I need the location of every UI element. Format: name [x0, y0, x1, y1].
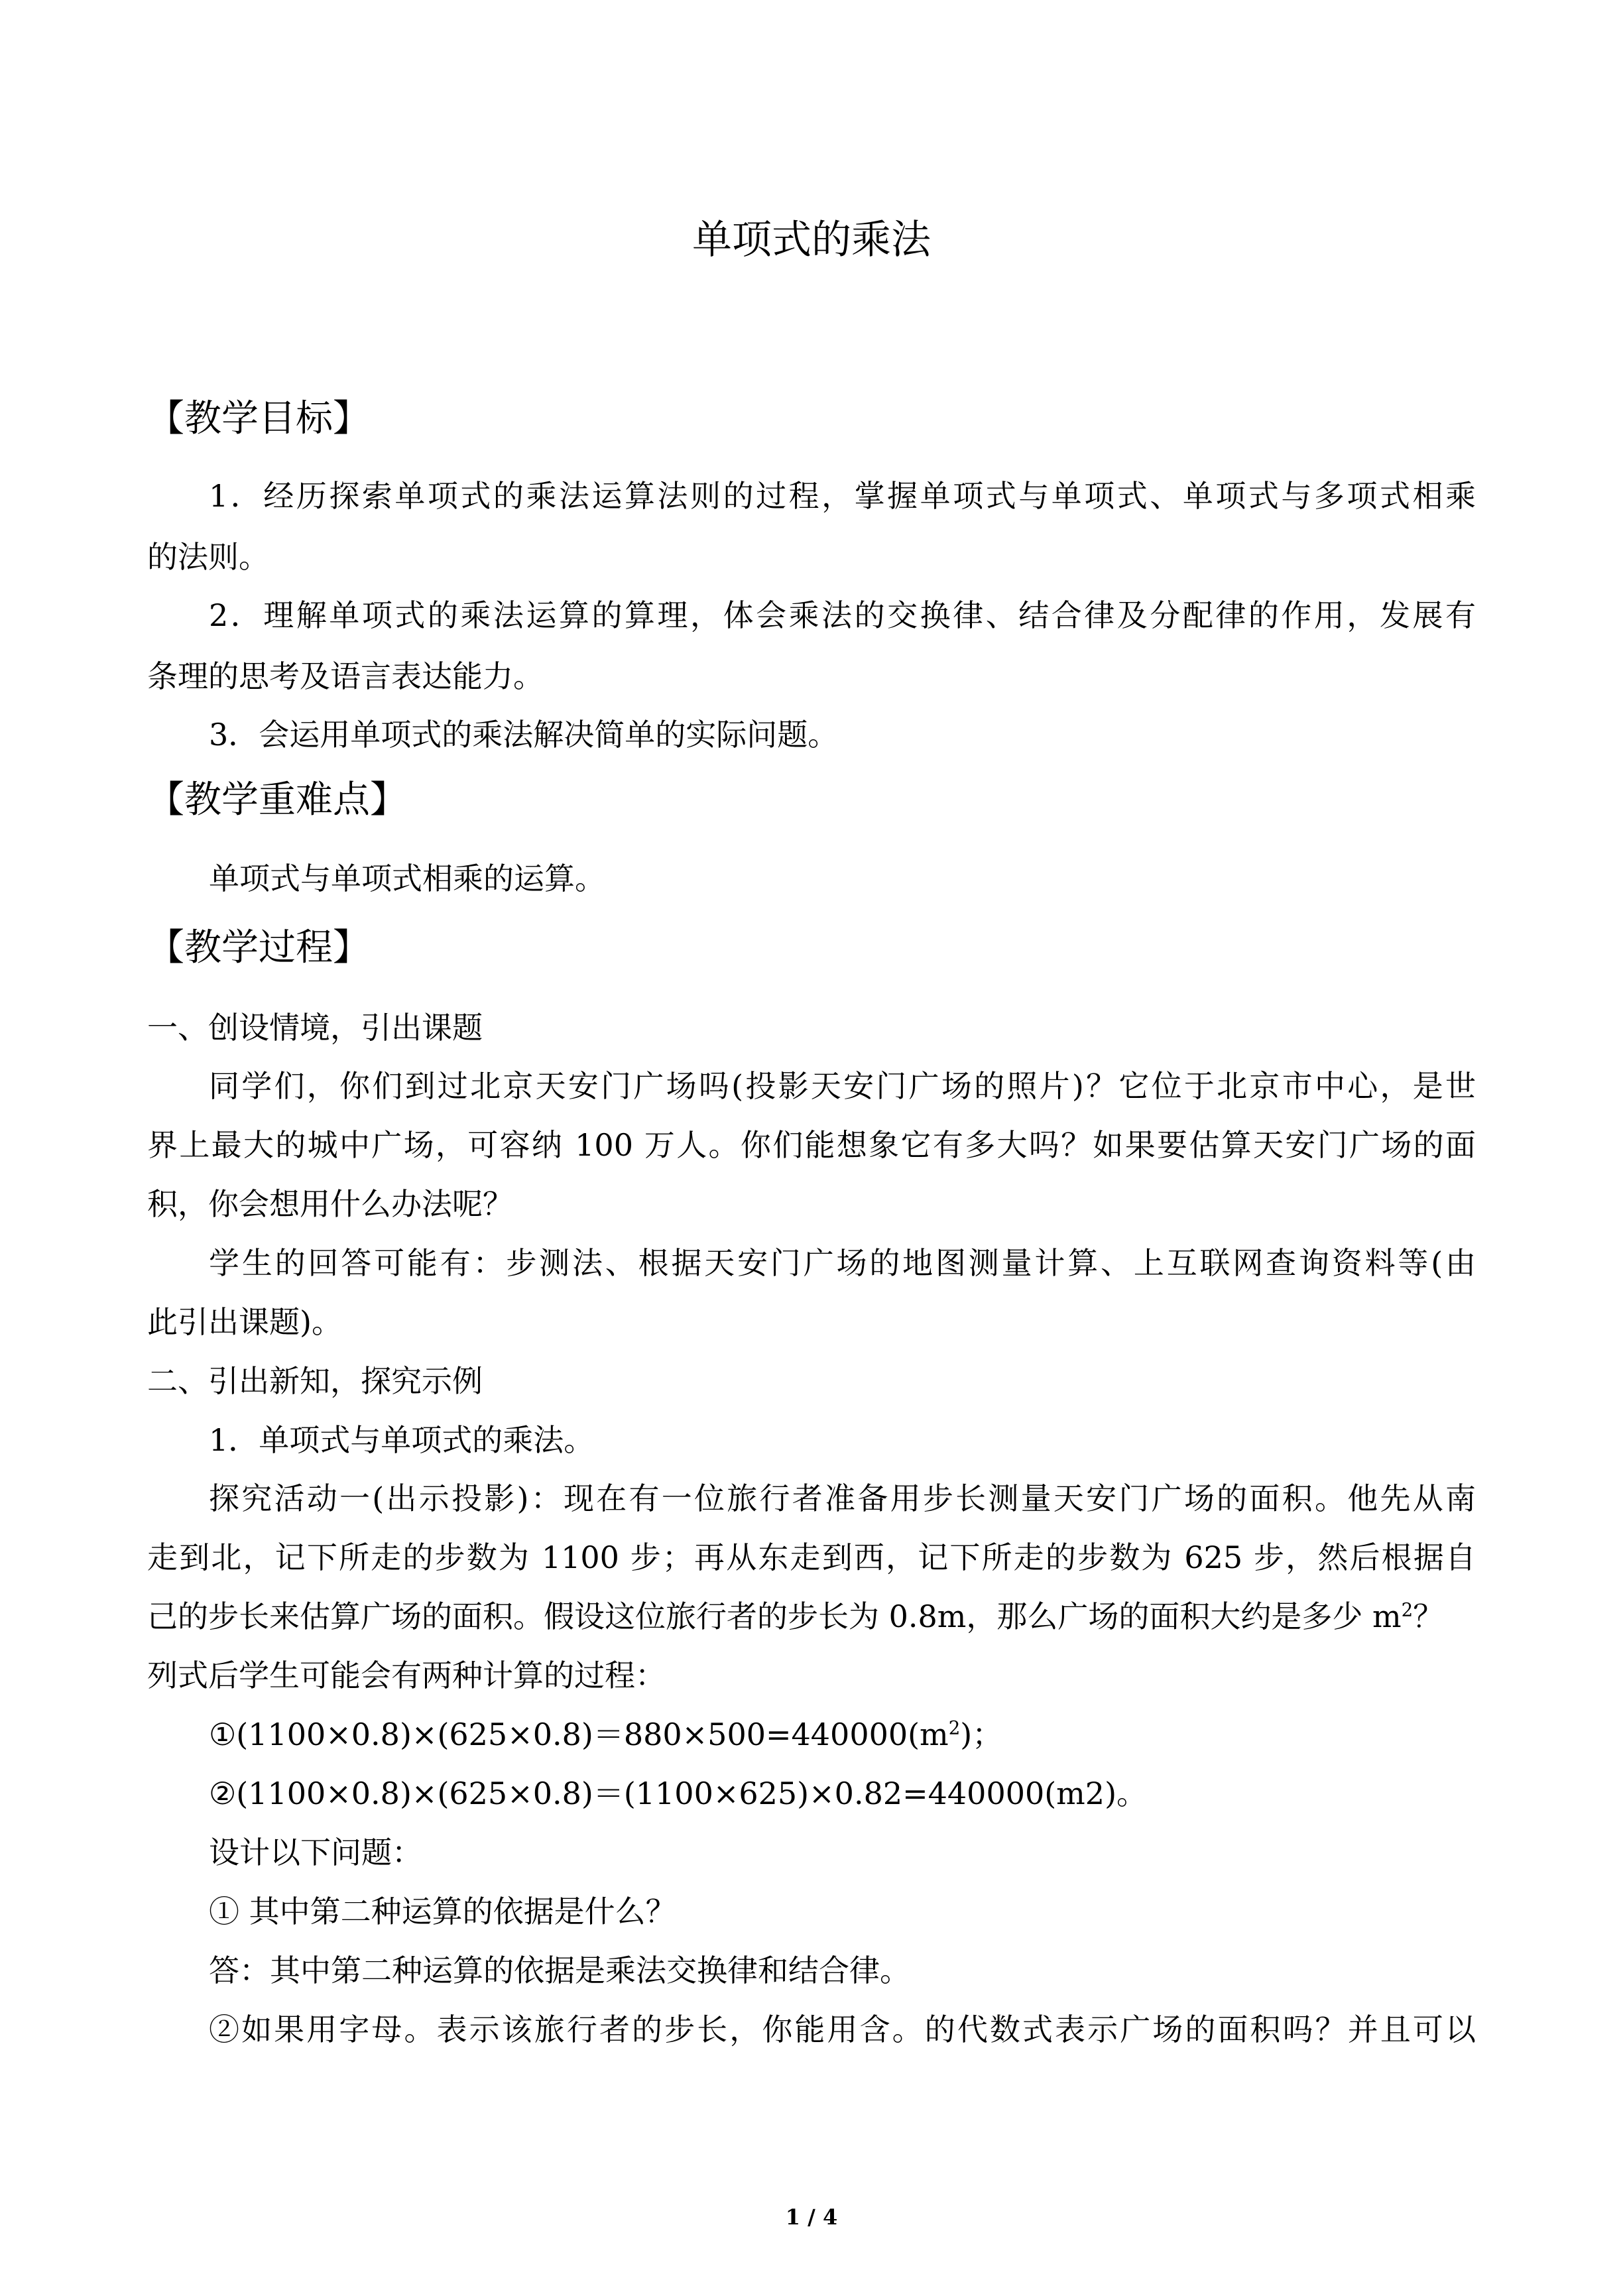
superscript-2: 2	[948, 1717, 961, 1739]
objective-1-line-2: 的法则。	[147, 539, 269, 575]
paragraph-1-line-1: 同学们，你们到过北京天安门广场吗(投影天安门广场的照片)？它位于北京市中心，是世	[209, 1068, 1476, 1104]
question-2-line-1: ②如果用字母。表示该旅行者的步长，你能用含。的代数式表示广场的面积吗？并且可以	[209, 2012, 1476, 2047]
subsection-1-title: 1．单项式与单项式的乘法。	[209, 1422, 595, 1458]
objective-2-line-1: 2．理解单项式的乘法运算的算理，体会乘法的交换律、结合律及分配律的作用，发展有	[209, 597, 1476, 633]
paragraph-3-line-2: 走到北，记下所走的步数为 1100 步；再从东走到西，记下所走的步数为 625 步，然后根据自	[147, 1540, 1476, 1575]
paragraph-3-line-1: 探究活动一(出示投影)：现在有一位旅行者准备用步长测量天安门广场的面积。他先从南	[209, 1480, 1476, 1516]
objective-3: 3．会运用单项式的乘法解决简单的实际问题。	[209, 717, 839, 753]
paragraph-1-line-3: 积，你会想用什么办法呢？	[147, 1186, 513, 1222]
calculation-1-end: )；	[960, 1717, 1003, 1752]
section-1-title: 一、创设情境，引出课题	[147, 1010, 483, 1046]
objective-1-line-1: 1．经历探索单项式的乘法运算法则的过程，掌握单项式与单项式、单项式与多项式相乘	[209, 478, 1476, 514]
heading-objectives: 【教学目标】	[147, 397, 370, 440]
key-points-text: 单项式与单项式相乘的运算。	[209, 861, 605, 896]
paragraph-3-line-4: 列式后学生可能会有两种计算的过程：	[147, 1658, 666, 1693]
calculation-1-text: ①(1100×0.8)×(625×0.8)＝880×500=440000(m	[209, 1717, 949, 1752]
section-2-title: 二、引出新知，探究示例	[147, 1363, 483, 1399]
heading-process: 【教学过程】	[147, 926, 370, 969]
page-title: 单项式的乘法	[692, 217, 931, 263]
superscript-2: 2	[1401, 1599, 1413, 1621]
paragraph-3-line-3-end: ？	[1413, 1599, 1444, 1634]
paragraph-2-line-1: 学生的回答可能有：步测法、根据天安门广场的地图测量计算、上互联网查询资料等(由	[209, 1245, 1476, 1281]
objective-2-line-2: 条理的思考及语言表达能力。	[147, 658, 544, 694]
question-1: ① 其中第二种运算的依据是什么？	[209, 1894, 676, 1929]
calculation-2: ②(1100×0.8)×(625×0.8)＝(1100×625)×0.82=440000(m2)。	[209, 1776, 1148, 1811]
page-number: 1 / 4	[785, 2205, 838, 2230]
calculation-1	[209, 1715, 1002, 1754]
heading-key-points: 【教学重难点】	[147, 778, 407, 821]
paragraph-3-line-3-text: 己的步长来估算广场的面积。假设这位旅行者的步长为 0.8m，那么广场的面积大约是多少 m	[147, 1599, 1402, 1634]
paragraph-3-line-3	[147, 1597, 1443, 1636]
paragraph-1-line-2: 界上最大的城中广场，可容纳 100 万人。你们能想象它有多大吗？如果要估算天安门广场的面	[147, 1127, 1476, 1163]
paragraph-2-line-2: 此引出课题)。	[147, 1304, 342, 1340]
design-questions-intro: 设计以下问题：	[209, 1835, 422, 1870]
answer-1: 答：其中第二种运算的依据是乘法交换律和结合律。	[209, 1953, 910, 1988]
